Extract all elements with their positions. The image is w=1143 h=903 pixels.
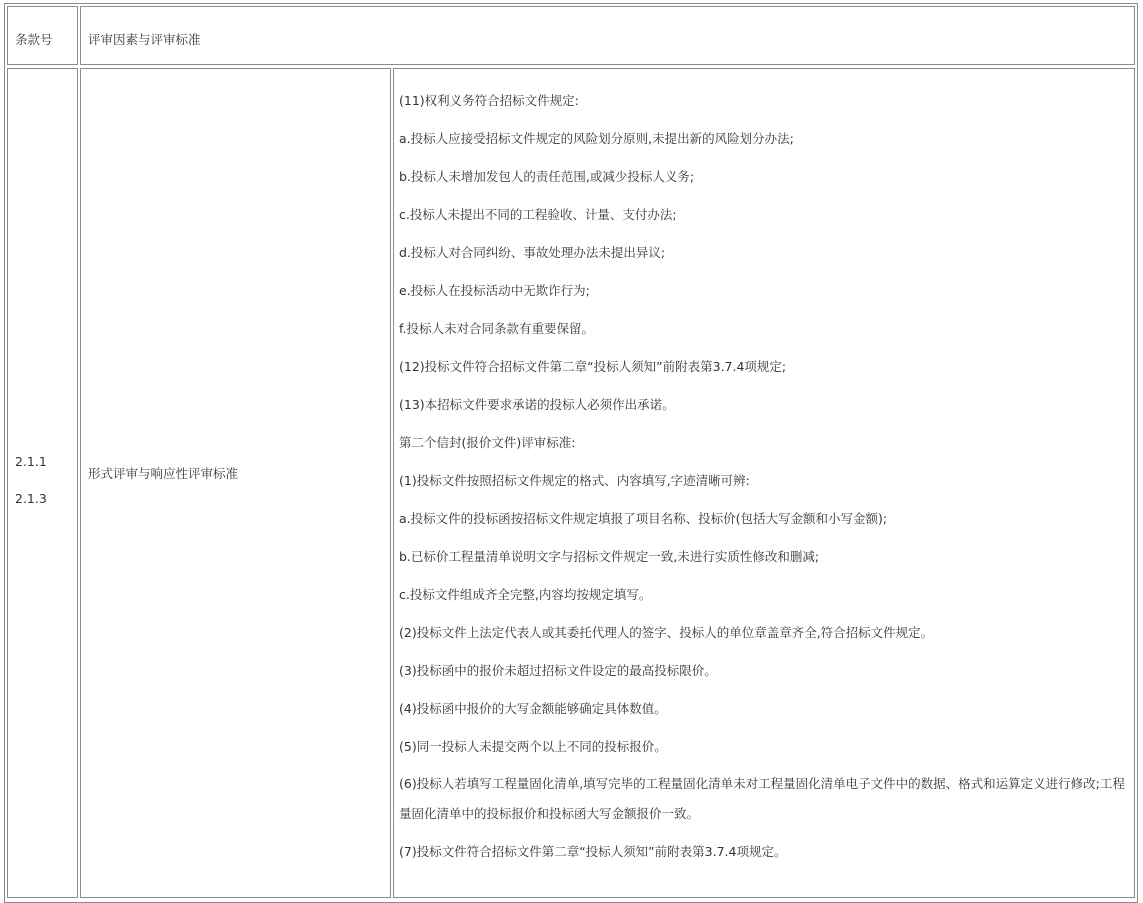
clause-number-list	[15, 443, 47, 517]
standard-item: (12)投标文件符合招标文件第二章“投标人须知”前附表第3.7.4项规定;	[399, 359, 787, 374]
standard-item: (3)投标函中的报价未超过招标文件设定的最高投标限价。	[399, 663, 717, 678]
standard-item: (7)投标文件符合招标文件第二章“投标人须知”前附表第3.7.4项规定。	[399, 844, 787, 859]
standard-item: (4)投标函中报价的大写金额能够确定具体数值。	[399, 701, 667, 716]
standard-item: (1)投标文件按照招标文件规定的格式、内容填写,字迹清晰可辨:	[399, 473, 750, 488]
standard-item: (6)投标人若填写工程量固化清单,填写完毕的工程量固化清单未对工程量固化清单电子文件中的数据、格式和运算定义进行修改;工程量固化清单中的投标报价和投标函大写金额报价一致。	[399, 776, 1125, 821]
clause-number: 2.1.3	[15, 491, 47, 506]
header-factor-cell	[80, 6, 1135, 65]
clause-number: 2.1.1	[15, 454, 47, 469]
standard-item: a.投标文件的投标函按招标文件规定填报了项目名称、投标价(包括大写金额和小写金额);	[399, 511, 888, 526]
standard-item: c.投标人未提出不同的工程验收、计量、支付办法;	[399, 207, 677, 222]
factor-cell	[80, 68, 391, 898]
standards-cell	[393, 68, 1135, 898]
standard-item: (11)权利义务符合招标文件规定:	[399, 93, 579, 108]
standards-list	[399, 91, 1129, 880]
header-factor-label: 评审因素与评审标准	[88, 32, 201, 47]
header-clause-cell	[7, 6, 78, 65]
standard-item: f.投标人未对合同条款有重要保留。	[399, 321, 594, 336]
clause-number-cell	[7, 68, 78, 898]
standard-item: c.投标文件组成齐全完整,内容均按规定填写。	[399, 587, 652, 602]
standard-item: a.投标人应接受招标文件规定的风险划分原则,未提出新的风险划分办法;	[399, 131, 794, 146]
standard-item: (13)本招标文件要求承诺的投标人必须作出承诺。	[399, 397, 675, 412]
standard-item: 第二个信封(报价文件)评审标准:	[399, 435, 576, 450]
standard-item: (5)同一投标人未提交两个以上不同的投标报价。	[399, 739, 667, 754]
standard-item: d.投标人对合同纠纷、事故处理办法未提出异议;	[399, 245, 666, 260]
standard-item: e.投标人在投标活动中无欺诈行为;	[399, 283, 590, 298]
standard-item: b.已标价工程量清单说明文字与招标文件规定一致,未进行实质性修改和删减;	[399, 549, 820, 564]
standard-item: (2)投标文件上法定代表人或其委托代理人的签字、投标人的单位章盖章齐全,符合招标文件规定。	[399, 625, 934, 640]
factor-text: 形式评审与响应性评审标准	[88, 466, 239, 481]
standard-item: b.投标人未增加发包人的责任范围,或减少投标人义务;	[399, 169, 695, 184]
header-clause-label: 条款号	[15, 32, 53, 47]
